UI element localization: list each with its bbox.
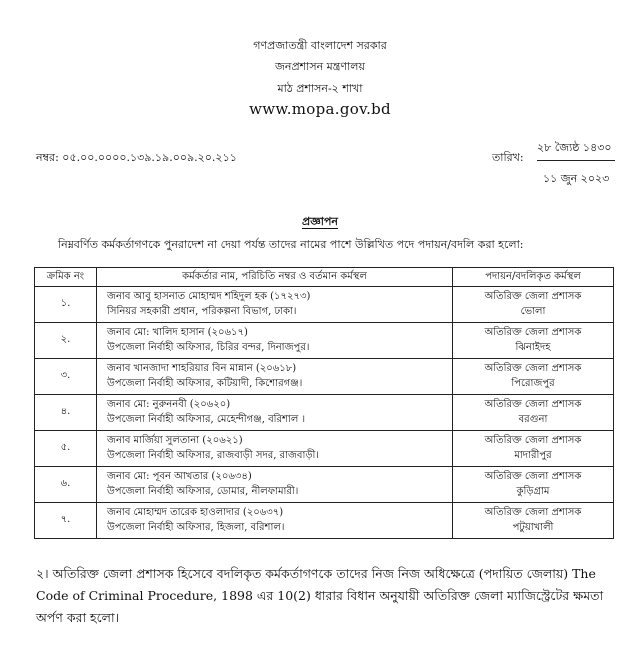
posting-cell: [453, 359, 614, 395]
posting-district: পটুয়াখালী: [512, 522, 554, 533]
table-row: [35, 359, 614, 395]
table-header-row: [35, 268, 614, 287]
officer-name: জনাব মো: নুরুননবী (২০৬২০): [107, 399, 231, 410]
posting-title: অতিরিক্ত জেলা প্রশাসক: [484, 507, 582, 518]
officer-name: জনাব মো: খালিদ হাসান (২০৬১৭): [107, 327, 248, 338]
column-header-officer: কর্মকর্তার নাম, পরিচিতি নম্বর ও বর্তমান কর্মস্থল: [97, 268, 453, 287]
serial-cell: ৩.: [35, 359, 97, 395]
officer-name: জনাব মোহাম্মদ তারেক হাওলাদার (২০৬৩৭): [107, 507, 284, 518]
officer-cell: [97, 323, 453, 359]
date-english: ১১ জুন ২০২৩: [543, 172, 610, 185]
officer-current-post: উপজেলা নির্বাহী অফিসার, রাজবাড়ী সদর, রাজবাড়ী।: [107, 450, 319, 461]
officer-cell: [97, 395, 453, 431]
posting-title: অতিরিক্ত জেলা প্রশাসক: [484, 327, 582, 338]
officer-current-post: উপজেলা নির্বাহী অফিসার, মেহেন্দীগঞ্জ, বরিশাল ।: [107, 414, 306, 425]
officer-current-post: উপজেলা নির্বাহী অফিসার, চিরির বন্দর, দিনাজপুর।: [107, 342, 310, 353]
table-row: [35, 395, 614, 431]
officer-cell: [97, 431, 453, 467]
table-row: [35, 287, 614, 323]
officer-name: জনাব আবু হাসনাত মোহাম্মদ শহিদুল হক (১৭২৭৩): [107, 291, 311, 302]
posting-cell: [453, 467, 614, 503]
serial-cell: ৫.: [35, 431, 97, 467]
posting-cell: [453, 431, 614, 467]
serial-cell: ২.: [35, 323, 97, 359]
notice-intro: নিম্নবর্ণিত কর্মকর্তাগণকে পুনরাদেশ না দেয়া পর্যন্ত তাদের নামের পাশে উল্লিখিত পদে পদায়ন/বদলি করা হলো:: [58, 238, 524, 251]
officer-cell: [97, 467, 453, 503]
transfer-table: [34, 267, 614, 539]
posting-cell: [453, 323, 614, 359]
serial-cell: ৪.: [35, 395, 97, 431]
notice-title: [0, 213, 640, 232]
column-header-posting: পদায়ন/বদলিকৃত কর্মস্থল: [453, 268, 614, 287]
officer-name: জনাব মার্জিয়া সুলতানা (২০৬২১): [107, 435, 243, 446]
table-row: [35, 503, 614, 539]
memo-number: নম্বর: ০৫.০০.০০০০.১৩৯.১৯.০০৯.২০.২১১: [36, 151, 237, 164]
serial-cell: ১.: [35, 287, 97, 323]
table-row: [35, 323, 614, 359]
posting-cell: [453, 287, 614, 323]
officer-current-post: উপজেলা নির্বাহী অফিসার, হিজলা, বরিশাল।: [107, 522, 285, 533]
posting-district: ভোলা: [520, 306, 546, 317]
posting-title: অতিরিক্ত জেলা প্রশাসক: [484, 363, 582, 374]
officer-cell: [97, 287, 453, 323]
date-label: তারিখ:: [492, 151, 524, 164]
posting-cell: [453, 395, 614, 431]
ministry-name: জনপ্রশাসন মন্ত্রণালয়: [275, 60, 365, 73]
serial-cell: ৬.: [35, 467, 97, 503]
section-name: মাঠ প্রশাসন-২ শাখা: [277, 82, 363, 95]
posting-title: অতিরিক্ত জেলা প্রশাসক: [484, 399, 582, 410]
serial-cell: ৭.: [35, 503, 97, 539]
notice-title-text: প্রজ্ঞাপন: [302, 215, 338, 228]
column-header-serial: ক্রমিক নং: [35, 268, 97, 287]
posting-district: পিরোজপুর: [511, 378, 555, 389]
officer-current-post: উপজেলা নির্বাহী অফিসার, কটিয়াদী, কিশোরগঞ্জ।: [107, 378, 303, 389]
paragraph-2: ২। অতিরিক্ত জেলা প্রশাসক হিসেবে বদলিকৃত কর্মকর্তাগণকে তাদের নিজ নিজ অধিক্ষেত্রে (পদায়িত জেলায়) The Code of Criminal Procedure, 1898 এর 10(2) ধারার বিধান অনুযায়ী অতিরিক্ত জেলা ম্যাজিস্ট্রেটের ক্ষমতা অর্পণ করা হলো।: [36, 566, 604, 625]
posting-district: বরগুনা: [518, 414, 548, 425]
officer-current-post: সিনিয়র সহকারী প্রধান, পরিকল্পনা বিভাগ, ঢাকা।: [107, 306, 297, 317]
posting-cell: [453, 503, 614, 539]
officer-current-post: উপজেলা নির্বাহী অফিসার, ডোমার, নীলফামারী।: [107, 486, 299, 497]
posting-district: ঝিনাইদহ: [515, 342, 551, 353]
officer-cell: [97, 503, 453, 539]
website-link[interactable]: www.mopa.gov.bd: [249, 100, 391, 118]
government-name: গণপ্রজাতন্ত্রী বাংলাদেশ সরকার: [253, 39, 387, 52]
officer-name: জনাব খানজাদা শাহরিয়ার বিন মান্নান (২০৬১৮): [107, 363, 297, 374]
table-row: [35, 431, 614, 467]
officer-name: জনাব মো: পূবন আখতার (২০৬৩৪): [107, 471, 252, 482]
posting-district: মাদারীপুর: [514, 450, 552, 461]
posting-title: অতিরিক্ত জেলা প্রশাসক: [484, 471, 582, 482]
posting-title: অতিরিক্ত জেলা প্রশাসক: [484, 291, 582, 302]
posting-title: অতিরিক্ত জেলা প্রশাসক: [484, 435, 582, 446]
officer-cell: [97, 359, 453, 395]
date-bangla: ২৮ জ্যৈষ্ঠ ১৪৩০: [537, 139, 615, 161]
posting-district: কুড়িগ্রাম: [516, 486, 550, 497]
table-row: [35, 467, 614, 503]
